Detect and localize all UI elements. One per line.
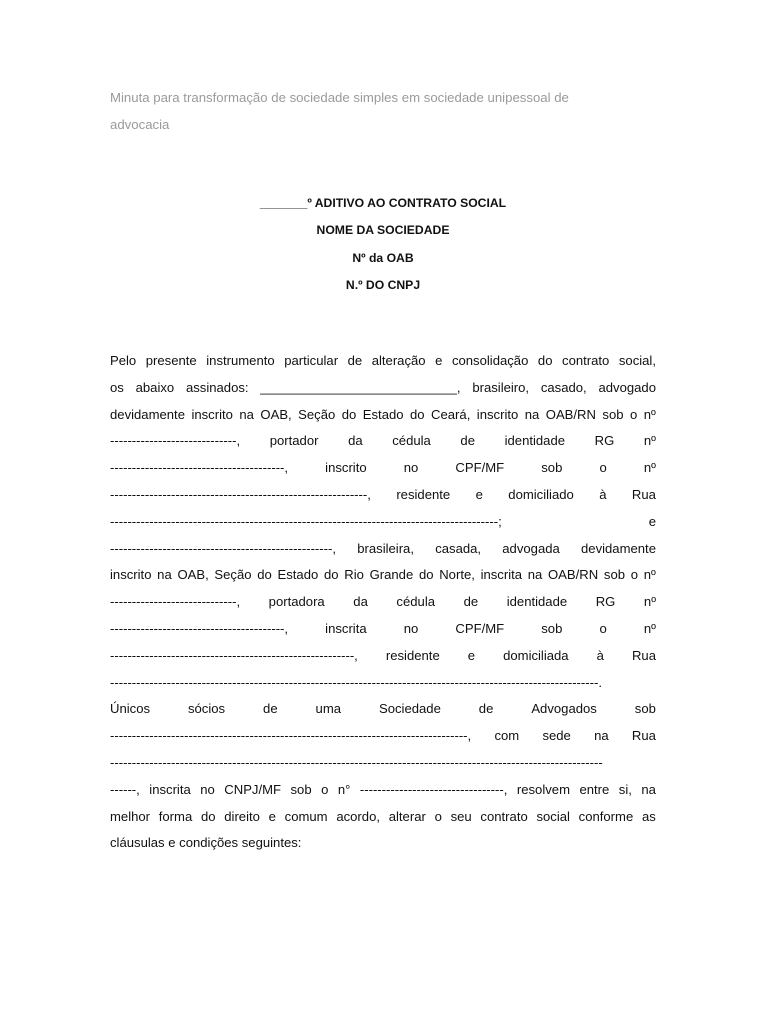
body-line <box>110 830 656 857</box>
body-word: identidade <box>504 433 566 449</box>
body-word: sob <box>541 620 563 636</box>
body-word: ----------------------------------------, <box>110 620 289 636</box>
body-line <box>110 375 656 402</box>
body-word: -----------------------------, <box>110 433 241 449</box>
body-word: --------------------------------------------------------, <box>110 647 358 663</box>
document-subtitle <box>110 84 656 138</box>
body-word: de <box>478 701 494 717</box>
body-word: Rio <box>344 567 364 583</box>
body-word: e <box>475 486 483 502</box>
body-word: o <box>630 567 638 583</box>
body-word: OAB/RN <box>548 567 599 583</box>
body-word: e <box>268 808 276 824</box>
body-word: n° <box>337 781 351 797</box>
body-line <box>110 643 656 670</box>
body-line <box>110 750 656 777</box>
body-word: na <box>594 728 609 744</box>
body-word: abaixo <box>135 379 175 395</box>
body-line <box>110 348 656 375</box>
body-word: nº <box>643 620 656 636</box>
body-word: os <box>110 379 124 395</box>
body-word: instrumento <box>206 353 275 368</box>
body-word: social <box>536 808 570 824</box>
body-word: OAB, <box>260 406 292 422</box>
body-word: inscrita <box>149 781 191 797</box>
body-word: na <box>239 406 254 422</box>
body-word: do <box>410 406 425 422</box>
body-word: uma <box>315 701 342 717</box>
body-word: inscrito <box>110 567 152 583</box>
body-word: Norte, <box>439 567 475 583</box>
body-word: casado, <box>540 379 587 395</box>
body-line <box>110 482 656 509</box>
oab-number-placeholder: Nº da OAB <box>352 250 414 265</box>
body-word: na <box>157 567 172 583</box>
body-word: sob <box>541 460 563 476</box>
cnpj-number-placeholder: N.º DO CNPJ <box>345 277 421 292</box>
body-word: sob <box>603 567 626 583</box>
body-word: ___________________________, <box>260 379 461 395</box>
body-word: direito <box>224 808 260 824</box>
body-word: advogada <box>502 540 560 556</box>
body-word: portadora <box>268 594 325 610</box>
body-word: o <box>630 406 638 422</box>
body-word: forma <box>158 808 193 824</box>
body-word: inscrita <box>480 567 523 583</box>
body-line <box>110 536 656 563</box>
body-word: Sociedade <box>378 701 441 717</box>
body-word: ----------------------------------------------------------------------------------------------------------------- <box>110 754 603 770</box>
body-word: o <box>434 808 442 824</box>
body-word: -----------------------------------------------------------------------------------------; <box>110 513 502 529</box>
body-word: no <box>200 781 215 797</box>
body-word: do <box>323 567 339 583</box>
body-word: ---------------------------------, <box>359 781 508 797</box>
body-word: inscrito <box>191 406 233 422</box>
body-word: sob <box>290 781 312 797</box>
body-word: de <box>460 433 475 449</box>
subtitle-line: advocacia <box>110 117 170 132</box>
body-word: melhor <box>110 808 151 824</box>
body-word: à <box>596 647 604 663</box>
body-word: com <box>494 728 520 744</box>
body-word: brasileira, <box>357 540 414 556</box>
body-word: Estado <box>277 567 319 583</box>
body-word: presente <box>145 353 197 368</box>
body-word: sócios <box>187 701 226 717</box>
body-word: conforme <box>578 808 634 824</box>
body-word: consolidação <box>451 353 529 368</box>
body-word: Rua <box>631 647 656 663</box>
body-word: contrato <box>562 353 610 368</box>
body-word: da <box>353 594 368 610</box>
body-line <box>110 428 656 455</box>
body-word: do <box>341 406 357 422</box>
body-word: nº <box>643 594 656 610</box>
document-heading <box>110 190 656 299</box>
body-word: do <box>537 353 553 368</box>
body-word: o <box>321 781 329 797</box>
body-line <box>110 402 656 429</box>
body-word: o <box>599 460 607 476</box>
body-word: CPF/MF <box>455 620 505 636</box>
body-word: devidamente <box>581 540 656 556</box>
body-word: residente <box>396 486 451 502</box>
body-word: Pelo <box>110 353 137 368</box>
body-word: entre <box>579 781 610 797</box>
body-word: Rua <box>631 486 656 502</box>
body-word: de <box>263 701 278 717</box>
body-line <box>110 777 656 804</box>
body-word: residente <box>385 647 440 663</box>
body-word: OAB, <box>177 567 209 583</box>
body-word: alteração <box>371 353 426 368</box>
body-line <box>110 723 656 750</box>
body-word: Únicos <box>110 701 151 717</box>
body-word: devidamente <box>110 406 185 422</box>
body-line <box>110 696 656 723</box>
body-word: nº <box>643 460 656 476</box>
body-word: Seção <box>298 406 336 422</box>
body-word: à <box>599 486 607 502</box>
body-word: sob <box>634 701 656 717</box>
body-word: ----------------------------------------------------------------------------------, <box>110 728 472 744</box>
body-word: do <box>257 567 272 583</box>
body-word: domiciliada <box>503 647 569 663</box>
body-word: na <box>524 406 540 422</box>
body-word: cédula <box>392 433 431 449</box>
body-word: Rua <box>631 728 656 744</box>
body-word: social, <box>618 353 656 368</box>
body-line <box>110 562 656 589</box>
body-word: de <box>347 353 363 368</box>
body-word: inscrito <box>476 406 519 422</box>
body-line-text: ----------------------------------------------------------------------------------------------------------------. <box>110 674 602 690</box>
body-word: na <box>641 781 656 797</box>
body-word: e <box>648 513 656 529</box>
body-line-text: cláusulas e condições seguintes: <box>110 835 302 851</box>
body-word: alterar <box>388 808 426 824</box>
body-line <box>110 616 656 643</box>
body-word: as <box>641 808 656 824</box>
body-line <box>110 455 656 482</box>
body-word: nº <box>643 406 656 422</box>
body-word: ------, <box>110 781 140 797</box>
body-word: -----------------------------------------------------------, <box>110 486 371 502</box>
body-word: cédula <box>396 594 436 610</box>
body-word: identidade <box>506 594 568 610</box>
body-word: domiciliado <box>508 486 574 502</box>
body-word: CNPJ/MF <box>224 781 282 797</box>
amendment-title: _______º ADITIVO AO CONTRATO SOCIAL <box>259 196 507 210</box>
body-word: ---------------------------------------------------, <box>110 540 337 556</box>
body-word: no <box>403 620 419 636</box>
subtitle-line: Minuta para transformação de sociedade simples em sociedade unipessoal de <box>110 90 569 105</box>
body-line <box>110 804 656 831</box>
body-word: -----------------------------, <box>110 594 241 610</box>
body-word: sob <box>602 406 624 422</box>
body-word: RG <box>595 594 616 610</box>
body-word: brasileiro, <box>472 379 530 395</box>
body-word: do <box>418 567 434 583</box>
body-word: Ceará, <box>431 406 471 422</box>
body-word: inscrita <box>325 620 367 636</box>
body-word: de <box>463 594 479 610</box>
body-word: resolvem <box>516 781 570 797</box>
body-line <box>110 509 656 536</box>
body-word: portador <box>269 433 319 449</box>
company-name-placeholder: NOME DA SOCIEDADE <box>316 223 450 238</box>
body-word: e <box>435 353 443 368</box>
body-word: nº <box>643 433 656 449</box>
body-word: nº <box>643 567 656 583</box>
body-line <box>110 670 656 697</box>
body-line <box>110 589 656 616</box>
document-body <box>110 348 656 857</box>
body-word: Advogados <box>531 701 597 717</box>
body-word: e <box>467 647 476 663</box>
body-word: comum <box>284 808 328 824</box>
body-word: Grande <box>369 567 414 583</box>
body-word: advogado <box>598 379 656 395</box>
body-word: ----------------------------------------, <box>110 460 289 476</box>
body-word: RG <box>594 433 615 449</box>
body-word: contrato <box>480 808 528 824</box>
body-word: seu <box>450 808 472 824</box>
body-word: OAB/RN <box>545 406 596 422</box>
body-word: sede <box>542 728 571 744</box>
body-word: si, <box>618 781 632 797</box>
body-word: assinados: <box>185 379 249 395</box>
body-word: casada, <box>435 540 482 556</box>
body-word: Seção <box>214 567 252 583</box>
body-word: acordo, <box>336 808 380 824</box>
body-word: Estado <box>362 406 404 422</box>
body-word: particular <box>284 353 339 368</box>
body-word: na <box>527 567 543 583</box>
body-word: inscrito <box>325 460 367 476</box>
body-word: do <box>200 808 216 824</box>
body-word: no <box>403 460 419 476</box>
body-word: da <box>348 433 363 449</box>
body-word: o <box>599 620 607 636</box>
body-word: CPF/MF <box>455 460 505 476</box>
